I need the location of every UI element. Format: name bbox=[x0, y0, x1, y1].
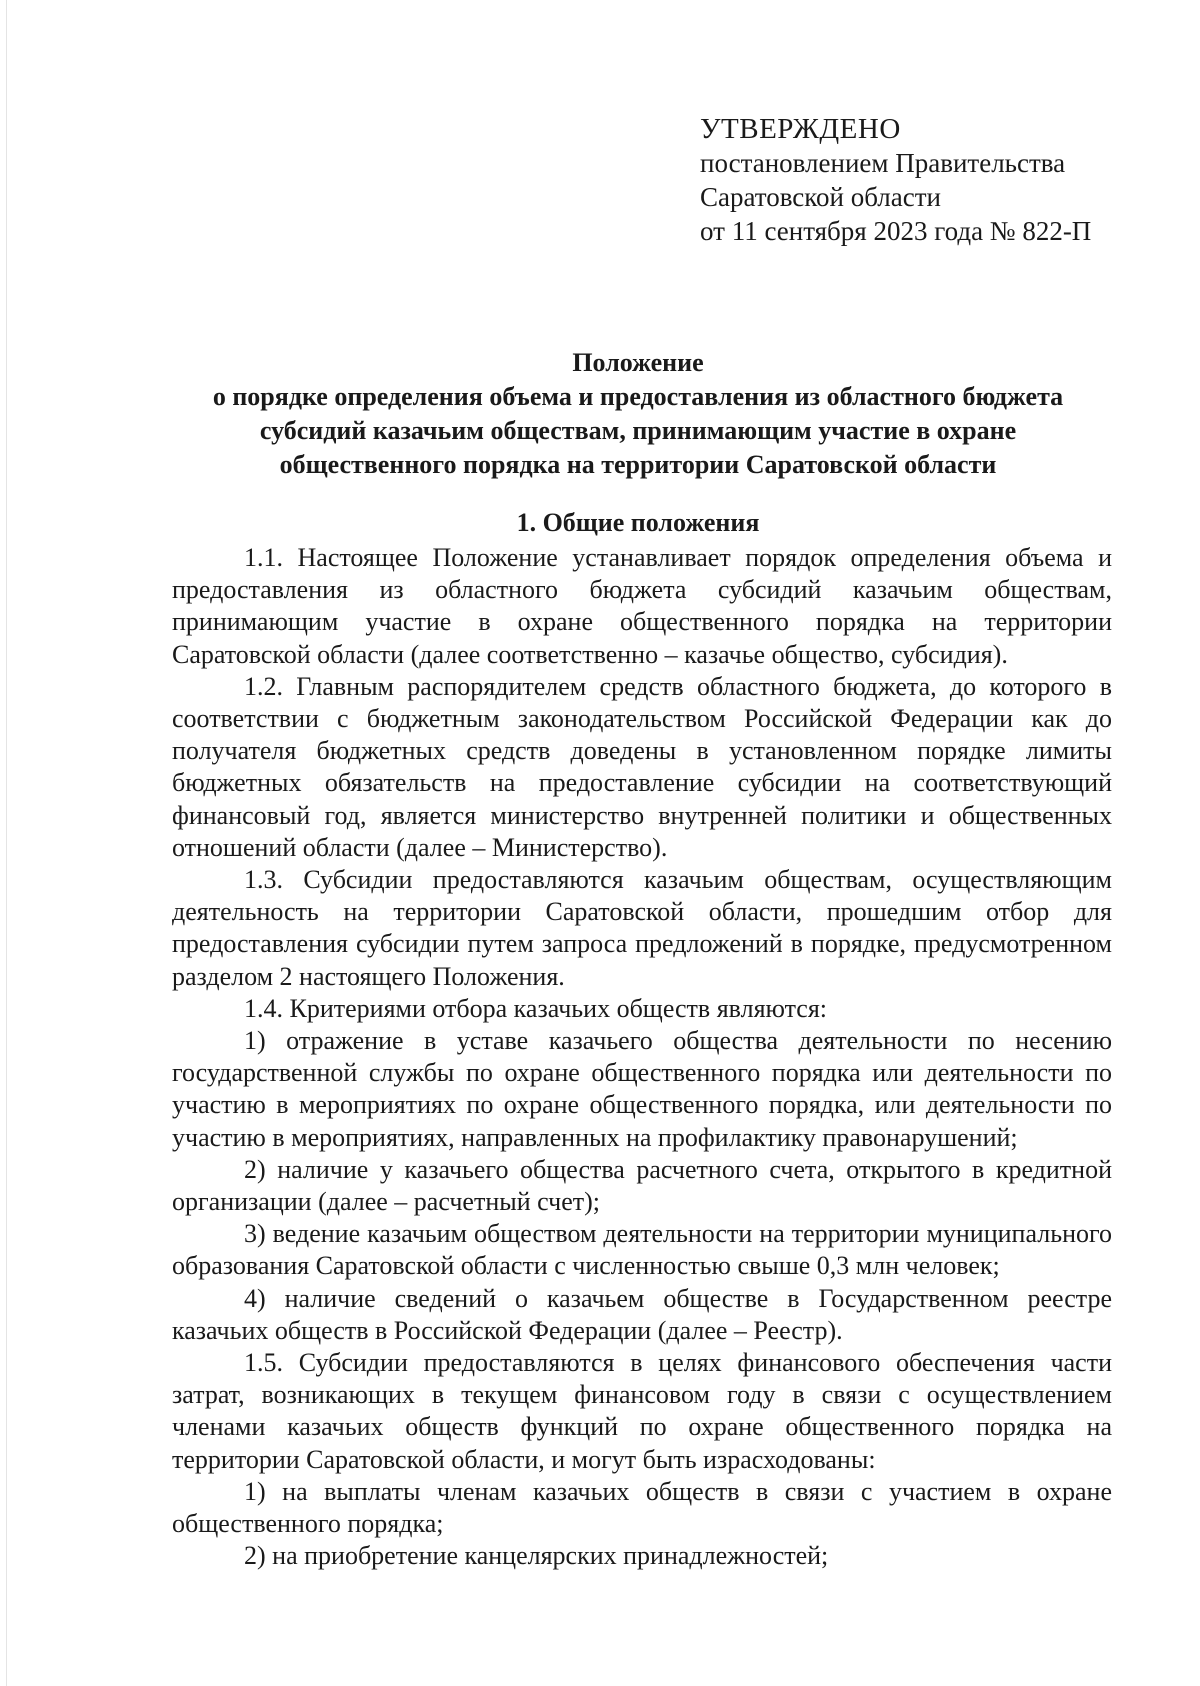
paragraph: 1.1. Настоящее Положение устанавливает порядок определения объема и предоставления из областного бюджета субсидий казачьим обществам, принимающим участие в охране общественного порядка на территории Саратовской области (далее соответственно – казачье общество, субсидия). bbox=[172, 543, 1112, 669]
title-line: общественного порядка на территории Саратовской области bbox=[279, 450, 997, 479]
title-line: о порядке определения объема и предоставления из областного бюджета bbox=[212, 382, 1064, 411]
paragraph: 1) на выплаты членам казачьих обществ в связи с участием в охране общественного порядка; bbox=[172, 1476, 1112, 1539]
paragraph: 1) отражение в уставе казачьего общества деятельности по несению государственной службы по охране общественного порядка или деятельности по участию в мероприятиях по охране общественного порядка, или деятельности по участию в мероприятиях, направленных на профилактику правонарушений; bbox=[172, 1026, 1112, 1152]
title-line: субсидий казачьим обществам, принимающим участие в охране bbox=[259, 416, 1017, 445]
document-title bbox=[172, 346, 1104, 482]
paragraph: 1.4. Критериями отбора казачьих обществ являются: bbox=[244, 993, 828, 1023]
paragraph: 4) наличие сведений о казачьем обществе в Государственном реестре казачьих обществ в Российской Федерации (далее – Реестр). bbox=[172, 1283, 1112, 1345]
approval-line: от 11 сентября 2023 года № 822-П bbox=[700, 216, 1092, 246]
title-line: Положение bbox=[572, 348, 704, 377]
paragraph: 2) наличие у казачьего общества расчетного счета, открытого в кредитной организации (далее – расчетный счет); bbox=[172, 1154, 1112, 1217]
approval-line: Саратовской области bbox=[700, 182, 941, 212]
paragraph: 3) ведение казачьим обществом деятельности на территории муниципального образования Саратовской области с численностью свыше 0,3 млн человек; bbox=[172, 1219, 1112, 1281]
approval-block bbox=[700, 112, 1091, 248]
paragraph: 1.5. Субсидии предоставляются в целях финансового обеспечения части затрат, возникающих в текущем финансовом году в связи с осуществлением членами казачьих обществ функций по охране общественного порядка на территории Саратовской области, и могут быть израсходованы: bbox=[172, 1348, 1112, 1474]
paragraph: 2) на приобретение канцелярских принадлежностей; bbox=[244, 1541, 829, 1571]
section-body bbox=[172, 542, 1112, 1573]
section-heading: 1. Общие положения bbox=[516, 508, 760, 537]
approval-line: постановлением Правительства bbox=[700, 148, 1066, 178]
scan-edge-line bbox=[6, 0, 7, 1686]
paragraph: 1.2. Главным распорядителем средств областного бюджета, до которого в соответствии с бюджетным законодательством Российской Федерации как до получателя бюджетных средств доведены в установленном порядке лимиты бюджетных обязательств на предоставление субсидии на соответствующий финансовый год, является министерство внутренней политики и общественных отношений области (далее – Министерство). bbox=[172, 671, 1112, 862]
approval-stamp: УТВЕРЖДЕНО bbox=[700, 113, 901, 145]
paragraph: 1.3. Субсидии предоставляются казачьим обществам, осуществляющим деятельность на территории Саратовской области, прошедшим отбор для предоставления субсидии путем запроса предложений в порядке, предусмотренном разделом 2 настоящего Положения. bbox=[172, 865, 1112, 991]
